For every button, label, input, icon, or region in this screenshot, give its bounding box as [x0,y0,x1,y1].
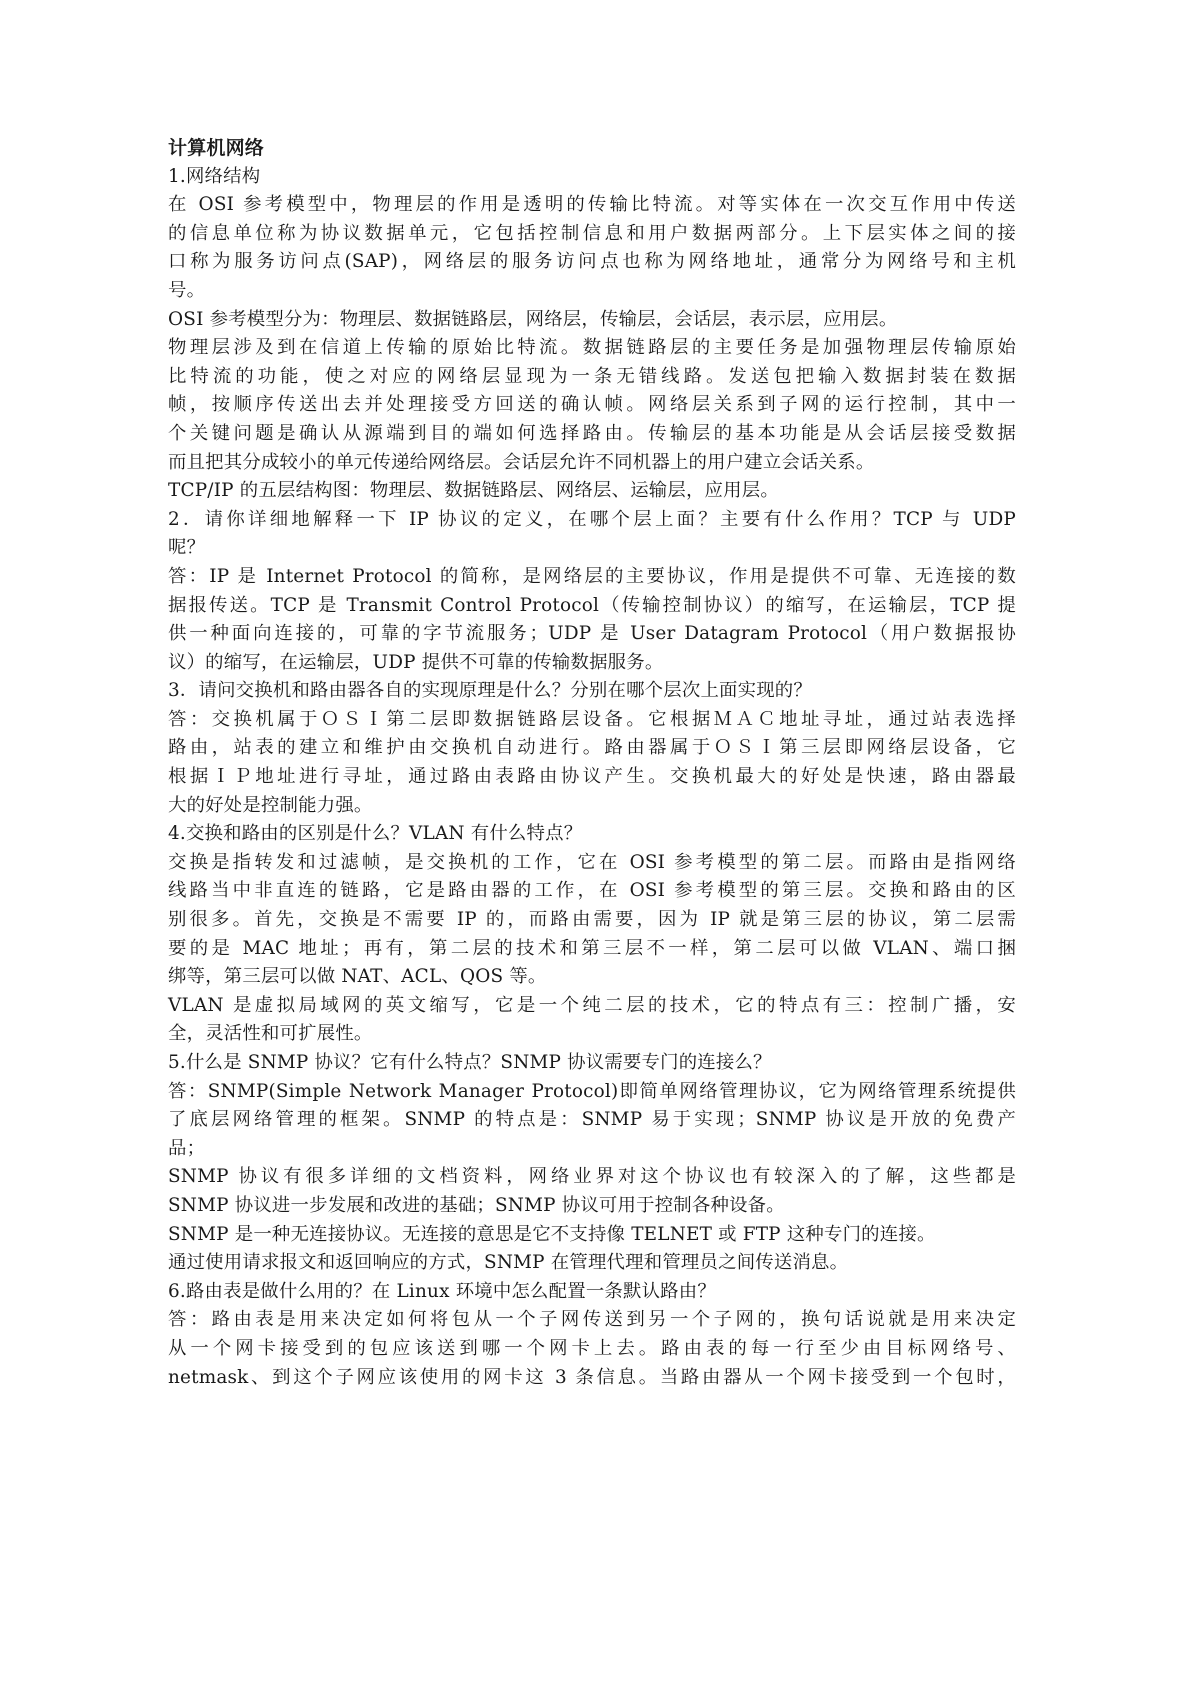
text-line: 而且把其分成较小的单元传递给网络层。会话层允许不同机器上的用户建立会话关系。 [168,451,875,473]
text-line: 交换是指转发和过滤帧，是交换机的工作，它在 OSI 参考模型的第二层。而路由是指网络 [168,851,1016,873]
text-line: 个关键问题是确认从源端到目的端如何选择路由。传输层的基本功能是从会话层接受数据 [168,422,1016,444]
text-line: 别很多。首先，交换是不需要 IP 的，而路由需要，因为 IP 就是第三层的协议，第二层需 [168,909,1016,931]
text-line: 3．请问交换机和路由器各自的实现原理是什么？分别在哪个层次上面实现的？ [168,680,812,702]
document-page [168,134,1016,1392]
text-line: 号。 [168,279,206,301]
text-line: 5.什么是 SNMP 协议？它有什么特点？SNMP 协议需要专门的连接么？ [168,1052,772,1073]
text-line: 答：IP 是 Internet Protocol 的简称，是网络层的主要协议，作用是提供不可靠、无连接的数 [168,565,1016,587]
text-line: 全，灵活性和可扩展性。 [168,1023,373,1045]
text-line: 要的是 MAC 地址；再有，第二层的技术和第三层不一样，第二层可以做 VLAN、端口捆 [168,937,1016,959]
text-line: 1.网络结构 [168,165,261,187]
text-line: 从一个网卡接受到的包应该送到哪一个网卡上去。路由表的每一行至少由目标网络号、 [168,1337,1016,1359]
text-line: 答：路由表是用来决定如何将包从一个子网传送到另一个子网的，换句话说就是用来决定 [168,1309,1016,1331]
text-line: 绑等，第三层可以做 NAT、ACL、QOS 等。 [168,966,547,988]
text-line: 比特流的功能，使之对应的网络层显现为一条无错线路。发送包把输入数据封装在数据 [168,365,1016,387]
text-line: 线路当中非直连的链路，它是路由器的工作，在 OSI 参考模型的第三层。交换和路由的区 [168,880,1016,902]
text-line: 物理层涉及到在信道上传输的原始比特流。数据链路层的主要任务是加强物理层传输原始 [168,337,1016,359]
text-line: SNMP 是一种无连接协议。无连接的意思是它不支持像 TELNET 或 FTP 这种专门的连接。 [168,1223,936,1245]
document-title: 计算机网络 [168,137,265,159]
text-line: 通过使用请求报文和返回响应的方式，SNMP 在管理代理和管理员之间传送消息。 [168,1252,849,1274]
text-line: 大的好处是控制能力强。 [168,794,373,816]
text-line: 了底层网络管理的框架。SNMP 的特点是：SNMP 易于实现；SNMP 协议是开放的免费产 [168,1109,1016,1131]
document-body [168,163,1016,1393]
text-line: 6.路由表是做什么用的？在 Linux 环境中怎么配置一条默认路由？ [168,1280,716,1302]
text-line: netmask、到这个子网应该使用的网卡这 3 条信息。当路由器从一个网卡接受到一个包时， [168,1366,1016,1388]
text-line: SNMP 协议进一步发展和改进的基础；SNMP 协议可用于控制各种设备。 [168,1194,785,1216]
text-line: VLAN 是虚拟局域网的英文缩写，它是一个纯二层的技术，它的特点有三：控制广播，安 [168,994,1016,1016]
text-line: 的信息单位称为协议数据单元，它包括控制信息和用户数据两部分。上下层实体之间的接 [168,222,1016,244]
text-line: 答：交换机属于ＯＳＩ第二层即数据链路层设备。它根据ＭＡＣ地址寻址，通过站表选择 [168,708,1016,730]
text-line: 口称为服务访问点(SAP)，网络层的服务访问点也称为网络地址，通常分为网络号和主机 [168,251,1016,273]
text-line: 据报传送。TCP 是 Transmit Control Protocol（传输控制协议）的缩写，在运输层，TCP 提 [168,594,1016,616]
text-line: 在 OSI 参考模型中，物理层的作用是透明的传输比特流。对等实体在一次交互作用中传送 [168,194,1016,216]
text-line: 帧，按顺序传送出去并处理接受方回送的确认帧。网络层关系到子网的运行控制，其中一 [168,394,1016,416]
text-line: 根据ＩＰ地址进行寻址，通过路由表路由协议产生。交换机最大的好处是快速，路由器最 [168,766,1016,788]
text-line: 路由，站表的建立和维护由交换机自动进行。路由器属于ＯＳＩ第三层即网络层设备，它 [168,737,1016,759]
text-line: SNMP 协议有很多详细的文档资料，网络业界对这个协议也有较深入的了解，这些都是 [168,1166,1016,1188]
text-line: 品； [168,1137,206,1159]
text-line: 答：SNMP(Simple Network Manager Protocol)即简单网络管理协议，它为网络管理系统提供 [168,1080,1016,1102]
text-line: 议）的缩写，在运输层，UDP 提供不可靠的传输数据服务。 [168,651,664,673]
text-line: 供一种面向连接的，可靠的字节流服务；UDP 是 User Datagram Protocol（用户数据报协 [168,623,1016,645]
text-line: 2．请你详细地解释一下 IP 协议的定义，在哪个层上面？主要有什么作用？TCP 与 UDP [168,508,1016,530]
text-line: TCP/IP 的五层结构图：物理层、数据链路层、网络层、运输层，应用层。 [168,480,779,502]
text-line: 呢？ [168,537,206,559]
text-line: 4.交换和路由的区别是什么？VLAN 有什么特点？ [168,823,583,845]
text-line: OSI 参考模型分为：物理层、数据链路层，网络层，传输层，会话层，表示层，应用层。 [168,308,898,330]
